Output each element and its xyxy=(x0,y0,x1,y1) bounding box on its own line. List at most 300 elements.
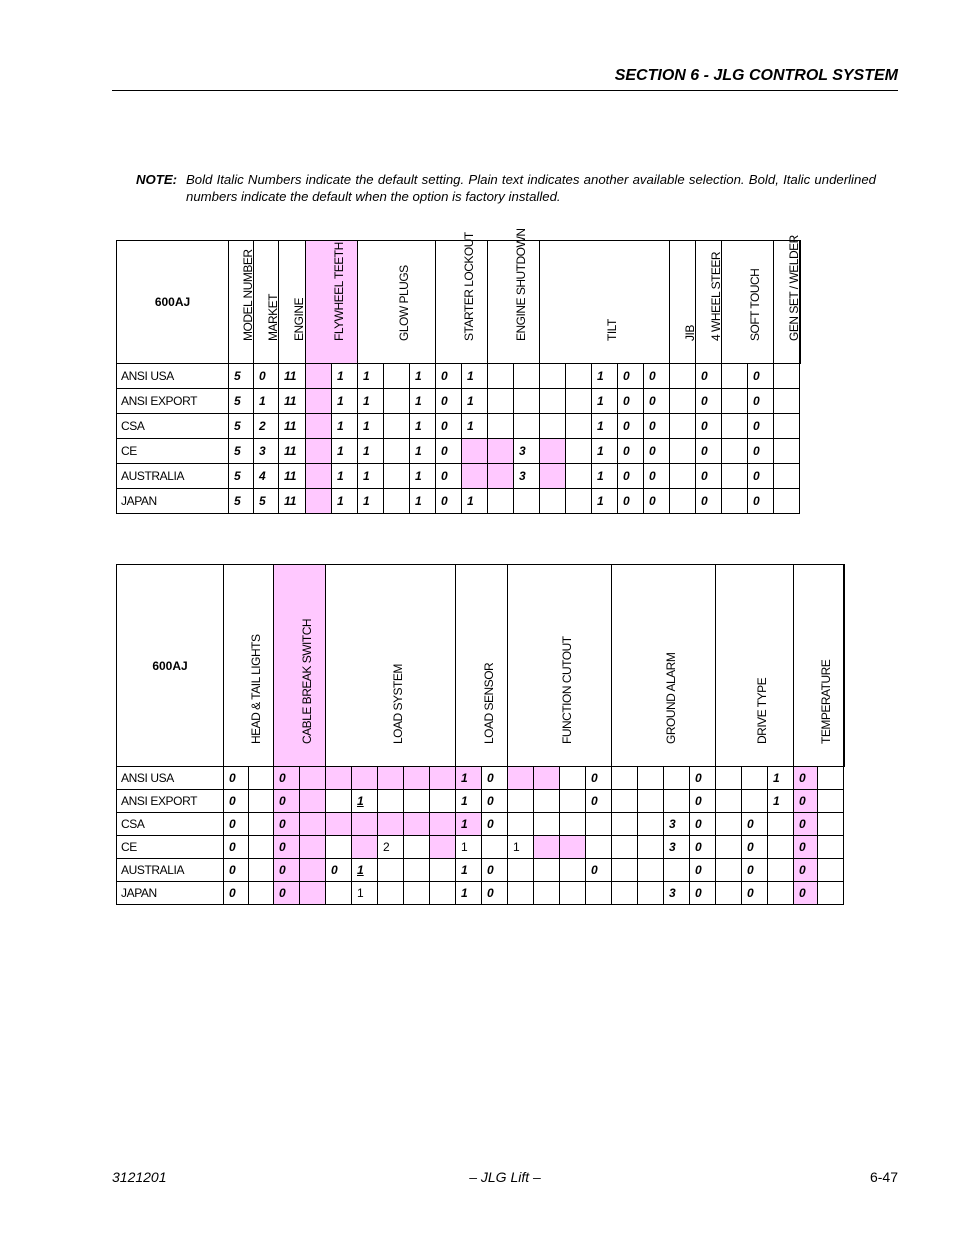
table-cell: 0 xyxy=(274,813,300,836)
table-header-row xyxy=(117,565,845,767)
table-cell xyxy=(670,489,696,514)
col-load-sensor: LOAD SENSOR xyxy=(456,565,508,767)
table-cell xyxy=(540,489,566,514)
row-label: CE xyxy=(117,836,224,859)
table-cell: 1 xyxy=(410,464,436,489)
table-cell: 0 xyxy=(436,489,462,514)
table-cell xyxy=(768,813,794,836)
table-cell: 1 xyxy=(592,439,618,464)
note-text: Bold Italic Numbers indicate the default setting. Plain text indicates another available selection. Bold, Italic underlined numbers indicate the default when the option is factory installed. xyxy=(186,172,876,204)
table-cell xyxy=(638,882,664,905)
col-drive-type: DRIVE TYPE xyxy=(716,565,794,767)
table-cell xyxy=(508,859,534,882)
table-cell: 0 xyxy=(274,790,300,813)
table-cell: 0 xyxy=(618,414,644,439)
table-cell xyxy=(670,364,696,389)
table-cell xyxy=(306,364,332,389)
table-cell xyxy=(612,882,638,905)
table-cell: 1 xyxy=(462,489,488,514)
table-cell: 1 xyxy=(592,489,618,514)
col-4-wheel-steer: 4 WHEEL STEER xyxy=(696,241,722,364)
table-cell xyxy=(352,813,378,836)
table-cell: 0 xyxy=(224,767,249,790)
table-cell: 0 xyxy=(436,389,462,414)
table-cell: 0 xyxy=(618,439,644,464)
table-cell: 0 xyxy=(690,882,716,905)
col-engine-shutdown: ENGINE SHUTDOWN xyxy=(488,241,540,364)
table-cell: 3 xyxy=(664,813,690,836)
table-cell: 3 xyxy=(514,464,540,489)
row-label: CSA xyxy=(117,813,224,836)
table-cell xyxy=(774,464,800,489)
table-cell xyxy=(378,882,404,905)
table-cell xyxy=(488,439,514,464)
table-cell xyxy=(300,767,326,790)
col-model-number: MODEL NUMBER xyxy=(229,241,254,364)
table-cell xyxy=(716,882,742,905)
table-cell xyxy=(566,364,592,389)
table-cell xyxy=(249,767,274,790)
table-cell xyxy=(638,813,664,836)
table-row xyxy=(117,489,801,514)
table-cell xyxy=(774,439,800,464)
table-cell: 0 xyxy=(748,414,774,439)
table-cell: 0 xyxy=(224,836,249,859)
table-cell: 0 xyxy=(644,489,670,514)
table-cell: 1 xyxy=(768,790,794,813)
table-cell: 1 xyxy=(352,790,378,813)
table-row xyxy=(117,836,845,859)
table-cell xyxy=(306,464,332,489)
table-cell: 0 xyxy=(696,489,722,514)
table-cell xyxy=(540,414,566,439)
table-cell xyxy=(404,767,430,790)
table-cell: 1 xyxy=(456,859,482,882)
table-cell xyxy=(638,859,664,882)
table-cell xyxy=(716,790,742,813)
table-cell: 1 xyxy=(332,364,358,389)
table-cell xyxy=(430,790,456,813)
table-cell xyxy=(249,882,274,905)
table-cell xyxy=(430,813,456,836)
table-cell: 0 xyxy=(436,439,462,464)
table-cell: 1 xyxy=(352,859,378,882)
table-cell xyxy=(404,790,430,813)
table-row xyxy=(117,767,845,790)
table-cell xyxy=(586,836,612,859)
table-cell: 0 xyxy=(274,767,300,790)
table-cell xyxy=(534,859,560,882)
col-load-system: LOAD SYSTEM xyxy=(326,565,456,767)
col-gen-set-cutout xyxy=(800,241,801,364)
table-cell: 0 xyxy=(644,389,670,414)
doc-number: 3121201 xyxy=(112,1169,167,1185)
table-cell: 0 xyxy=(696,364,722,389)
table-cell: 0 xyxy=(794,790,818,813)
table-cell xyxy=(249,836,274,859)
table-cell xyxy=(384,489,410,514)
table-cell: 1 xyxy=(592,414,618,439)
table-cell: 1 xyxy=(352,882,378,905)
table-cell: 0 xyxy=(586,859,612,882)
col-engine: ENGINE xyxy=(279,241,306,364)
table-cell xyxy=(560,859,586,882)
table-cell: 0 xyxy=(482,790,508,813)
model-label: 600AJ xyxy=(117,565,224,767)
table-cell xyxy=(566,439,592,464)
table-row xyxy=(117,882,845,905)
table-cell: 0 xyxy=(690,790,716,813)
table-cell xyxy=(508,767,534,790)
table-cell: 0 xyxy=(618,389,644,414)
table-row xyxy=(117,389,801,414)
table-cell xyxy=(774,414,800,439)
table-cell: 1 xyxy=(332,414,358,439)
table-cell xyxy=(818,790,844,813)
table-cell xyxy=(586,813,612,836)
table-cell xyxy=(560,882,586,905)
table-600aj-options-2 xyxy=(116,564,845,905)
table-cell xyxy=(384,439,410,464)
table-cell: 5 xyxy=(229,414,254,439)
row-label: CE xyxy=(117,439,229,464)
table-cell xyxy=(378,813,404,836)
table-cell xyxy=(326,813,352,836)
table-cell xyxy=(326,767,352,790)
col-flywheel-teeth: FLYWHEEL TEETH xyxy=(306,241,358,364)
table-cell: 1 xyxy=(456,836,482,859)
table-cell: 0 xyxy=(696,464,722,489)
table-cell xyxy=(768,859,794,882)
table-cell xyxy=(462,464,488,489)
table-cell: 1 xyxy=(358,364,384,389)
table-cell: 0 xyxy=(618,464,644,489)
table-cell xyxy=(488,489,514,514)
row-label: JAPAN xyxy=(117,489,229,514)
row-label: AUSTRALIA xyxy=(117,464,229,489)
table-cell xyxy=(300,790,326,813)
table-cell: 1 xyxy=(410,364,436,389)
table-cell xyxy=(249,859,274,882)
table-cell xyxy=(384,414,410,439)
table-cell: 0 xyxy=(482,767,508,790)
table-cell: 0 xyxy=(274,882,300,905)
col-cable-break-switch: CABLE BREAK SWITCH xyxy=(274,565,326,767)
table-cell: 1 xyxy=(332,439,358,464)
table-cell xyxy=(384,389,410,414)
section-title: SECTION 6 - JLG CONTROL SYSTEM xyxy=(614,67,898,84)
table-row xyxy=(117,414,801,439)
note xyxy=(136,171,876,205)
table-cell: 11 xyxy=(279,414,306,439)
table-cell: 1 xyxy=(456,882,482,905)
table-cell xyxy=(306,489,332,514)
table-600aj-options-1 xyxy=(116,228,801,514)
table-cell xyxy=(722,489,748,514)
table-cell xyxy=(612,767,638,790)
table-cell: 1 xyxy=(592,464,618,489)
table-cell xyxy=(670,464,696,489)
table-cell: 1 xyxy=(358,489,384,514)
col-temperature: TEMPERATURE xyxy=(794,565,844,767)
table-cell: 0 xyxy=(748,389,774,414)
table-cell: 0 xyxy=(696,389,722,414)
table-cell xyxy=(586,882,612,905)
table-cell: 1 xyxy=(358,439,384,464)
table-cell xyxy=(560,790,586,813)
table-cell xyxy=(560,767,586,790)
table-cell xyxy=(488,464,514,489)
table-cell xyxy=(818,859,844,882)
table-cell xyxy=(768,836,794,859)
table-cell xyxy=(818,813,844,836)
table-cell xyxy=(818,836,844,859)
table-cell xyxy=(306,389,332,414)
table-cell: 1 xyxy=(332,464,358,489)
table-cell: 0 xyxy=(794,836,818,859)
table-cell xyxy=(352,767,378,790)
table-row xyxy=(117,859,845,882)
table-cell xyxy=(384,364,410,389)
table-cell: 0 xyxy=(618,489,644,514)
table-cell: 0 xyxy=(794,767,818,790)
table-cell xyxy=(774,364,800,389)
table-cell: 0 xyxy=(224,859,249,882)
table-cell xyxy=(430,767,456,790)
table-cell xyxy=(352,836,378,859)
table-cell: 1 xyxy=(456,767,482,790)
table-cell: 5 xyxy=(254,489,279,514)
table-cell xyxy=(664,767,690,790)
table-cell: 0 xyxy=(690,836,716,859)
table-cell: 0 xyxy=(436,414,462,439)
table-cell xyxy=(742,790,768,813)
table-cell xyxy=(818,767,844,790)
table-cell xyxy=(818,882,844,905)
table-cell xyxy=(514,414,540,439)
table-cell xyxy=(482,836,508,859)
page-number: 6-47 xyxy=(869,1169,898,1185)
table-cell xyxy=(560,813,586,836)
row-label: ANSI EXPORT xyxy=(117,790,224,813)
table-cell: 0 xyxy=(690,859,716,882)
table-cell: 3 xyxy=(664,836,690,859)
table-cell xyxy=(612,813,638,836)
table-header-row xyxy=(117,241,801,364)
table-cell: 0 xyxy=(224,813,249,836)
table-cell: 1 xyxy=(410,414,436,439)
table-cell: 0 xyxy=(644,364,670,389)
table-cell xyxy=(430,882,456,905)
table-row xyxy=(117,464,801,489)
table-cell xyxy=(384,464,410,489)
table-cell: 1 xyxy=(768,767,794,790)
table-cell: 1 xyxy=(462,364,488,389)
row-label: JAPAN xyxy=(117,882,224,905)
table-cell: 0 xyxy=(644,464,670,489)
table-cell xyxy=(430,836,456,859)
table-cell xyxy=(249,790,274,813)
col-soft-touch: SOFT TOUCH xyxy=(722,241,774,364)
table-cell: 11 xyxy=(279,389,306,414)
table-cell: 0 xyxy=(436,364,462,389)
table-cell xyxy=(664,790,690,813)
table-cell: 0 xyxy=(742,882,768,905)
table-cell xyxy=(488,414,514,439)
table-cell xyxy=(722,364,748,389)
table-cell: 0 xyxy=(748,489,774,514)
table-row xyxy=(117,813,845,836)
table-cell: 0 xyxy=(742,836,768,859)
table-cell: 5 xyxy=(229,489,254,514)
table-cell: 0 xyxy=(326,859,352,882)
footer-center: – JLG Lift – xyxy=(469,1169,541,1185)
row-label: ANSI EXPORT xyxy=(117,389,229,414)
table-cell: 1 xyxy=(508,836,534,859)
table-cell xyxy=(774,489,800,514)
table-cell: 11 xyxy=(279,439,306,464)
table-cell xyxy=(638,790,664,813)
table-cell: 0 xyxy=(482,882,508,905)
table-cell: 5 xyxy=(229,464,254,489)
table-row xyxy=(117,439,801,464)
table-cell xyxy=(300,859,326,882)
table-cell: 0 xyxy=(274,859,300,882)
table-cell xyxy=(378,859,404,882)
table-cell xyxy=(612,790,638,813)
table-cell: 5 xyxy=(229,364,254,389)
table-cell xyxy=(508,790,534,813)
table-cell: 0 xyxy=(794,813,818,836)
table-row xyxy=(117,790,845,813)
table-cell xyxy=(560,836,586,859)
col-ground-alarm: GROUND ALARM xyxy=(612,565,716,767)
table-cell: 1 xyxy=(456,813,482,836)
table-cell: 0 xyxy=(224,790,249,813)
table-row xyxy=(117,364,801,389)
table-cell: 1 xyxy=(410,389,436,414)
table-cell: 0 xyxy=(482,813,508,836)
table-cell: 0 xyxy=(644,414,670,439)
table-cell: 0 xyxy=(618,364,644,389)
table-cell xyxy=(664,859,690,882)
table-cell: 0 xyxy=(748,439,774,464)
table-cell xyxy=(722,464,748,489)
table-cell: 0 xyxy=(644,439,670,464)
table-cell xyxy=(326,836,352,859)
table-cell: 2 xyxy=(378,836,404,859)
table-cell xyxy=(300,813,326,836)
row-label: ANSI USA xyxy=(117,364,229,389)
table-cell xyxy=(488,364,514,389)
table-cell: 1 xyxy=(332,389,358,414)
table-cell xyxy=(326,882,352,905)
table-cell xyxy=(670,389,696,414)
table-cell xyxy=(722,439,748,464)
table-cell: 1 xyxy=(410,439,436,464)
table-cell xyxy=(508,882,534,905)
table-cell: 1 xyxy=(456,790,482,813)
table-cell xyxy=(306,439,332,464)
table-cell xyxy=(566,389,592,414)
table-cell xyxy=(774,389,800,414)
col-starter-lockout: STARTER LOCKOUT xyxy=(436,241,488,364)
table-cell xyxy=(742,767,768,790)
col-gen-set-welder: GEN SET / WELDER xyxy=(774,241,800,364)
table-cell xyxy=(716,813,742,836)
table-cell: 0 xyxy=(748,364,774,389)
table-cell xyxy=(306,414,332,439)
table-cell xyxy=(540,364,566,389)
table-cell xyxy=(638,767,664,790)
table-cell: 0 xyxy=(794,859,818,882)
table-cell: 0 xyxy=(482,859,508,882)
table-cell: 1 xyxy=(410,489,436,514)
col-tilt: TILT xyxy=(540,241,670,364)
table-cell xyxy=(670,439,696,464)
table-cell xyxy=(514,364,540,389)
table-cell: 0 xyxy=(696,439,722,464)
col-leveling-mode xyxy=(844,565,845,767)
table-cell: 1 xyxy=(358,414,384,439)
table-cell xyxy=(326,790,352,813)
table-cell: 1 xyxy=(254,389,279,414)
table-cell: 0 xyxy=(742,813,768,836)
table-cell xyxy=(300,882,326,905)
table-cell xyxy=(534,836,560,859)
col-function-cutout: FUNCTION CUTOUT xyxy=(508,565,612,767)
table-cell xyxy=(566,464,592,489)
table-cell: 2 xyxy=(254,414,279,439)
table-cell: 1 xyxy=(592,364,618,389)
table-cell: 5 xyxy=(229,389,254,414)
table-cell xyxy=(462,439,488,464)
col-glow-plugs: GLOW PLUGS xyxy=(358,241,436,364)
row-label: AUSTRALIA xyxy=(117,859,224,882)
table-cell xyxy=(612,836,638,859)
page-header xyxy=(112,64,898,91)
table-cell xyxy=(404,836,430,859)
table-cell: 1 xyxy=(358,389,384,414)
table-cell xyxy=(488,389,514,414)
table-cell: 0 xyxy=(690,767,716,790)
table-cell xyxy=(534,813,560,836)
table-cell xyxy=(508,813,534,836)
table-cell xyxy=(404,813,430,836)
table-cell: 11 xyxy=(279,364,306,389)
table-cell: 1 xyxy=(358,464,384,489)
table-cell: 0 xyxy=(586,790,612,813)
table-cell xyxy=(534,882,560,905)
table-cell: 0 xyxy=(274,836,300,859)
table-cell: 0 xyxy=(748,464,774,489)
page-footer xyxy=(112,1169,898,1189)
note-label: NOTE: xyxy=(136,172,178,187)
table-cell: 0 xyxy=(742,859,768,882)
table-cell: 3 xyxy=(664,882,690,905)
table-cell: 4 xyxy=(254,464,279,489)
table-cell: 0 xyxy=(586,767,612,790)
table-cell: 0 xyxy=(436,464,462,489)
row-label: ANSI USA xyxy=(117,767,224,790)
table-cell xyxy=(534,767,560,790)
col-jib: JIB xyxy=(670,241,696,364)
table-cell: 1 xyxy=(592,389,618,414)
table-cell xyxy=(722,389,748,414)
table-cell: 1 xyxy=(462,414,488,439)
table-cell xyxy=(670,414,696,439)
model-label: 600AJ xyxy=(117,241,229,364)
